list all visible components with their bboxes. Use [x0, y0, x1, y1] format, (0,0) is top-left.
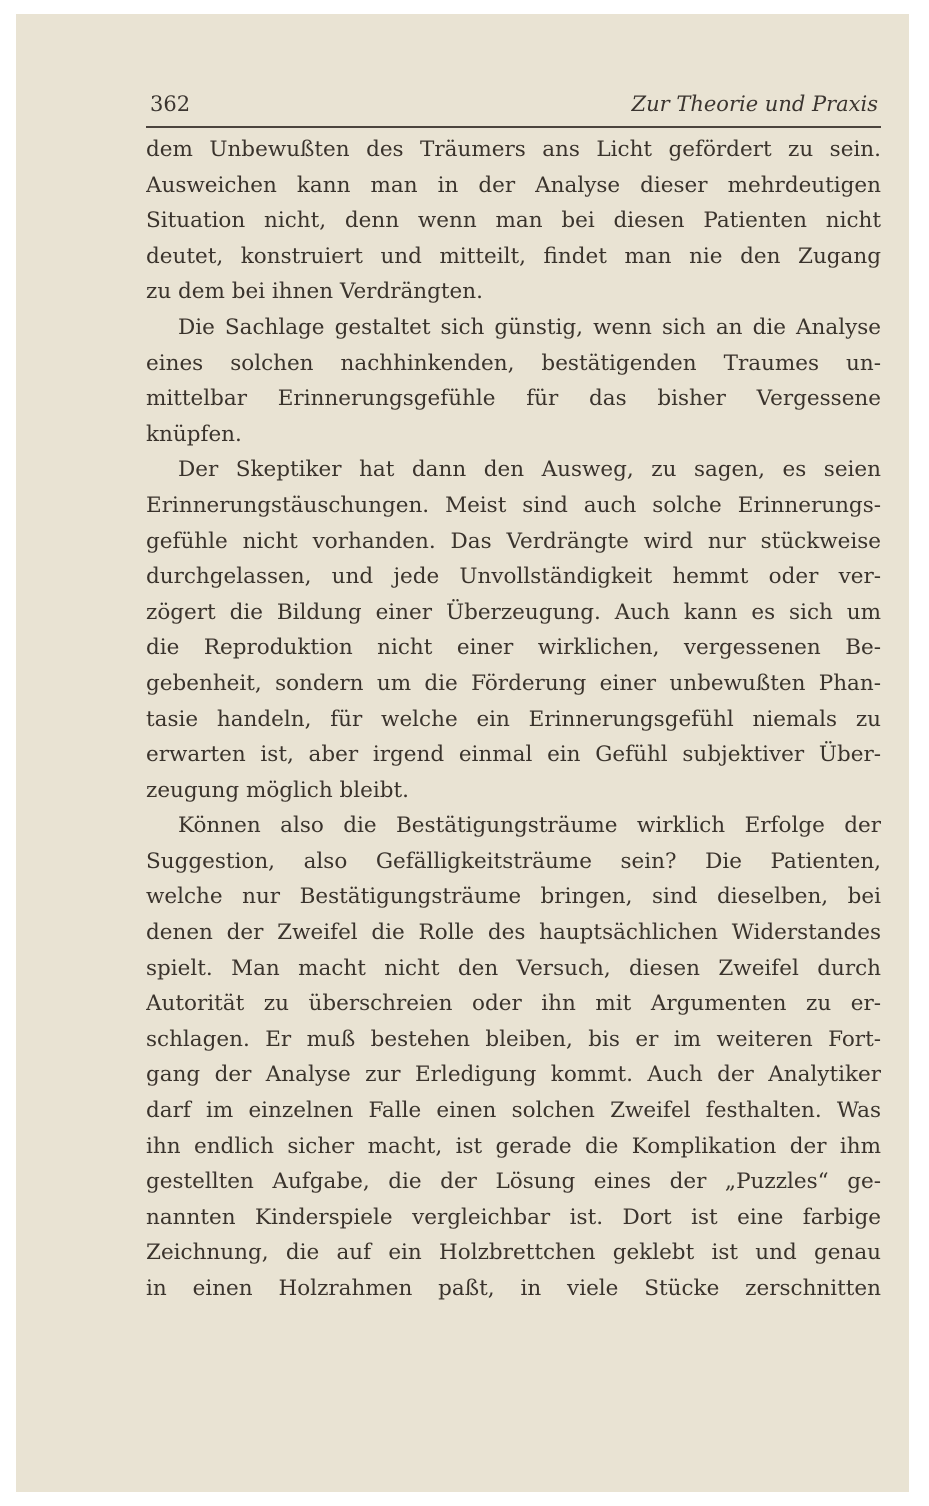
text-line: Suggestion, also Gefälligkeitsträume sein? Die Patienten, [146, 848, 881, 874]
paragraph-first-line: Die Sachlage gestaltet sich günstig, wenn sich an die Analyse [178, 314, 881, 340]
text-line: welche nur Bestätigungsträume bringen, sind dieselben, bei [146, 884, 881, 910]
text-line: Zeichnung, die auf ein Holzbrettchen geklebt ist und genau [146, 1240, 881, 1266]
text-line: deutet, konstruiert und mitteilt, findet man nie den Zugang [146, 243, 881, 269]
running-head [150, 92, 878, 122]
paragraph-first-line: Können also die Bestätigungsträume wirklich Erfolge der [178, 813, 881, 839]
text-line: knüpfen. [146, 421, 242, 447]
text-line: zögert die Bildung einer Überzeugung. Auch kann es sich um [146, 599, 881, 625]
text-line: schlagen. Er muß bestehen bleiben, bis er im weiteren Fort- [146, 1026, 881, 1052]
text-line: zu dem bei ihnen Verdrängten. [146, 279, 483, 305]
text-line: durchgelassen, und jede Unvollständigkeit hemmt oder ver- [146, 564, 881, 590]
page-number: 362 [150, 92, 191, 116]
text-line: gang der Analyse zur Erledigung kommt. Auch der Analytiker [146, 1062, 881, 1088]
text-line: nannten Kinderspiele vergleichbar ist. Dort ist eine farbige [146, 1204, 881, 1230]
text-line: mittelbar Erinnerungsgefühle für das bisher Vergessene [146, 386, 881, 412]
header-rule [146, 126, 881, 128]
text-line: gebenheit, sondern um die Förderung einer unbewußten Phan- [146, 670, 881, 696]
text-line: gestellten Aufgabe, die der Lösung eines der „Puzzles“ ge- [146, 1169, 881, 1195]
text-line: die Reproduktion nicht einer wirklichen, vergessenen Be- [146, 635, 881, 661]
text-line: gefühle nicht vorhanden. Das Verdrängte wird nur stückweise [146, 528, 881, 554]
paragraph-first-line: Der Skeptiker hat dann den Ausweg, zu sagen, es seien [178, 457, 881, 483]
text-line: ihn endlich sicher macht, ist gerade die Komplikation der ihm [146, 1133, 881, 1159]
running-title: Zur Theorie und Praxis [631, 92, 878, 116]
text-line: tasie handeln, für welche ein Erinnerungsgefühl niemals zu [146, 706, 881, 732]
text-line: Erinnerungstäuschungen. Meist sind auch solche Erinnerungs- [146, 492, 881, 518]
body-text [146, 132, 881, 1307]
book-page [16, 14, 909, 1492]
text-line: spielt. Man macht nicht den Versuch, diesen Zweifel durch [146, 955, 881, 981]
text-line: eines solchen nachhinkenden, bestätigenden Traumes un- [146, 350, 881, 376]
text-line: darf im einzelnen Falle einen solchen Zweifel festhalten. Was [146, 1098, 881, 1124]
text-line: Autorität zu überschreien oder ihn mit Argumenten zu er- [146, 991, 881, 1017]
text-line: erwarten ist, aber irgend einmal ein Gefühl subjektiver Über- [146, 742, 881, 768]
text-line: zeugung möglich bleibt. [146, 777, 409, 803]
text-line: Ausweichen kann man in der Analyse dieser mehrdeutigen [146, 172, 881, 198]
text-line: Situation nicht, denn wenn man bei diesen Patienten nicht [146, 208, 881, 234]
text-line: dem Unbewußten des Träumers ans Licht gefördert zu sein. [146, 137, 881, 162]
text-line: in einen Holzrahmen paßt, in viele Stücke zerschnitten [146, 1276, 881, 1301]
text-line: denen der Zweifel die Rolle des hauptsächlichen Widerstandes [146, 920, 881, 946]
